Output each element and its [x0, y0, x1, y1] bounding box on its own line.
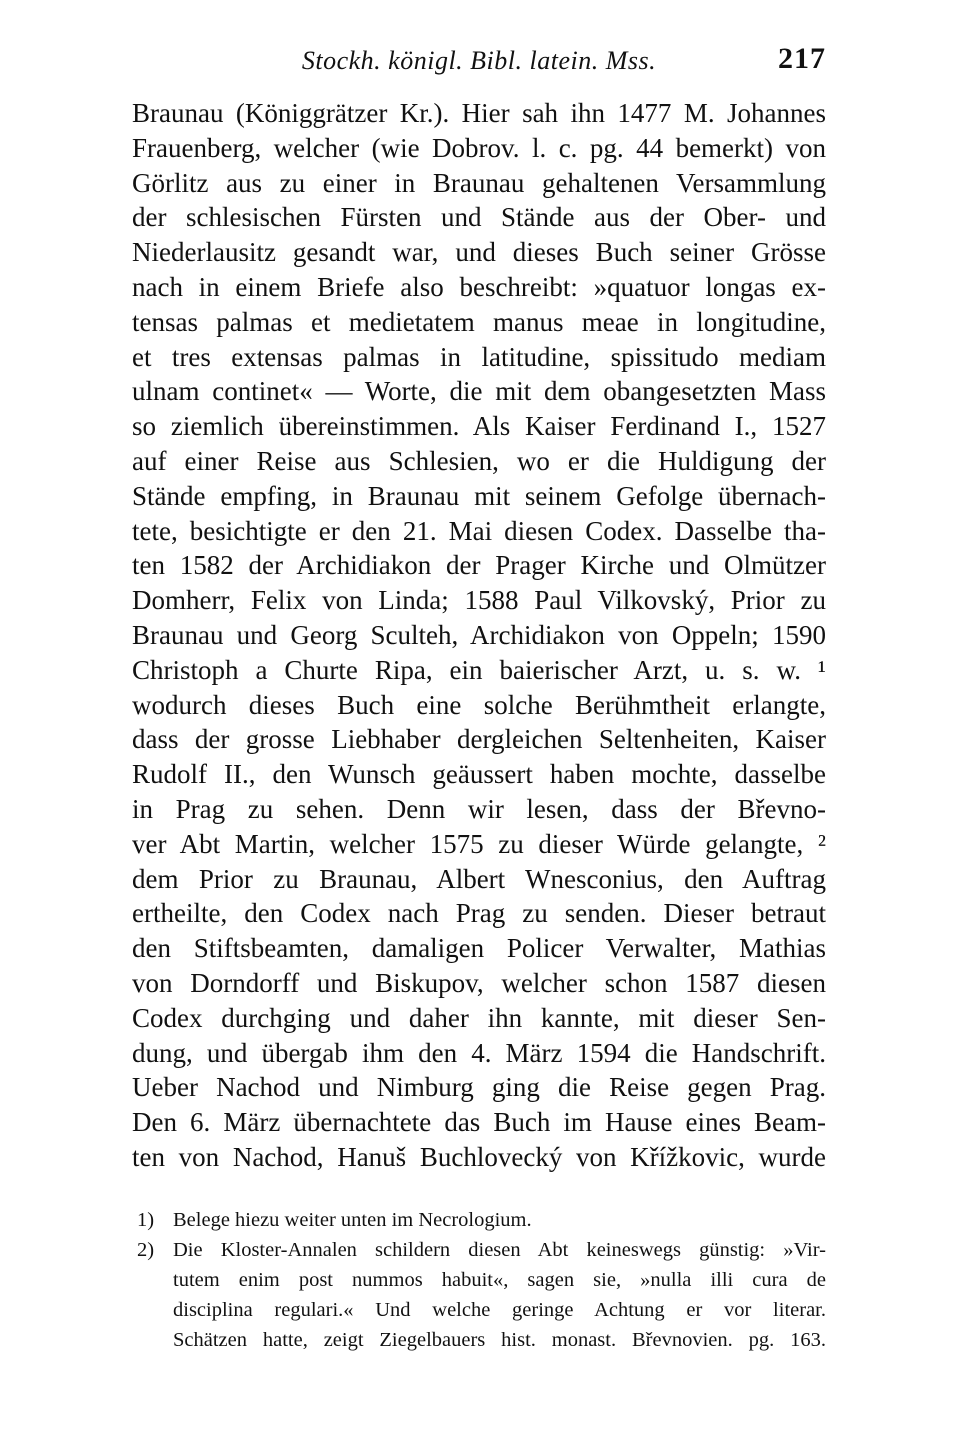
footnote-text: Die Kloster-Annalen schildern diesen Abt keineswegs günstig: »Vir- [173, 1239, 826, 1261]
text-line: Görlitz aus zu einer in Braunau gehaltenen Versammlung [132, 167, 826, 198]
text-line: den Stiftsbeamten, damaligen Policer Verwalter, Mathias [132, 933, 826, 964]
text-line: Frauenberg, welcher (wie Dobrov. l. c. pg. 44 bemerkt) von [132, 132, 826, 163]
text-line: Codex durchging und daher ihn kannte, mit dieser Sen- [132, 1002, 826, 1033]
text-line: et tres extensas palmas in latitudine, spissitudo mediam [132, 341, 826, 372]
text-line: Niederlausitz gesandt war, und dieses Buch seiner Grösse [132, 237, 826, 268]
footnote-text: tutem enim post nummos habuit«, sagen sie, »nulla illi cura de [173, 1269, 826, 1291]
text-line: Rudolf II., den Wunsch geäussert haben mochte, dasselbe [132, 759, 826, 790]
footnote-text: disciplina regulari.« Und welche geringe Achtung er vor literar. [173, 1299, 826, 1321]
running-title: Stockh. königl. Bibl. latein. Mss. [301, 46, 657, 75]
text-line: dem Prior zu Braunau, Albert Wnesconius, den Auftrag [132, 863, 826, 894]
text-line: in Prag zu sehen. Denn wir lesen, dass der Břevno- [132, 793, 826, 824]
main-text [132, 96, 826, 1175]
text-line: wodurch dieses Buch eine solche Berühmtheit erlangte, [132, 689, 826, 720]
page-header [132, 42, 826, 82]
page-number: 217 [778, 42, 826, 75]
text-line: nach in einem Briefe also beschreibt: »quatuor longas ex- [132, 271, 826, 302]
footnote-marker: 1) [137, 1209, 155, 1231]
text-line: der schlesischen Fürsten und Stände aus der Ober- und [132, 202, 826, 233]
text-line: ertheilte, den Codex nach Prag zu senden. Dieser betraut [132, 898, 826, 929]
text-line: Stände empfing, in Braunau mit seinem Gefolge übernach- [132, 480, 826, 511]
text-line: dung, und übergab ihm den 4. März 1594 die Handschrift. [132, 1037, 826, 1068]
text-line: Den 6. März übernachtete das Buch im Hause eines Beam- [132, 1107, 826, 1138]
text-line: dass der grosse Liebhaber dergleichen Seltenheiten, Kaiser [132, 724, 826, 755]
text-line: so ziemlich übereinstimmen. Als Kaiser Ferdinand I., 1527 [132, 411, 826, 442]
text-line: Ueber Nachod und Nimburg ging die Reise gegen Prag. [132, 1072, 826, 1103]
text-line: Braunau (Königgrätzer Kr.). Hier sah ihn 1477 M. Johannes [132, 98, 826, 128]
text-line: ver Abt Martin, welcher 1575 zu dieser Würde gelangte, ² [132, 828, 826, 859]
footnotes [132, 1205, 826, 1355]
text-line: ten 1582 der Archidiakon der Prager Kirche und Olmützer [132, 550, 826, 581]
text-line: ten von Nachod, Hanuš Buchlovecký von Křížkovic, wurde [132, 1141, 826, 1172]
text-line: ulnam continet« — Worte, die mit dem obangesetzten Mass [132, 376, 826, 407]
text-line: tete, besichtigte er den 21. Mai diesen Codex. Dasselbe tha- [132, 515, 826, 546]
footnote-1 [132, 1205, 826, 1235]
text-line: Christoph a Churte Ripa, ein baierischer Arzt, u. s. w. ¹ [132, 654, 826, 685]
footnote-2 [132, 1235, 826, 1265]
text-line: tensas palmas et medietatem manus meae in longitudine, [132, 306, 826, 337]
footnote-text: Schätzen hatte, zeigt Ziegelbauers hist. monast. Břevnovien. pg. 163. [173, 1329, 826, 1351]
text-line: auf einer Reise aus Schlesien, wo er die Huldigung der [132, 445, 826, 476]
text-line: Braunau und Georg Sculteh, Archidiakon von Oppeln; 1590 [132, 619, 826, 650]
footnote-text: Belege hiezu weiter unten im Necrologium. [173, 1209, 532, 1231]
footnote-marker: 2) [137, 1239, 155, 1261]
text-line: von Dorndorff und Biskupov, welcher schon 1587 diesen [132, 967, 826, 998]
text-line: Domherr, Felix von Linda; 1588 Paul Vilkovský, Prior zu [132, 585, 826, 616]
